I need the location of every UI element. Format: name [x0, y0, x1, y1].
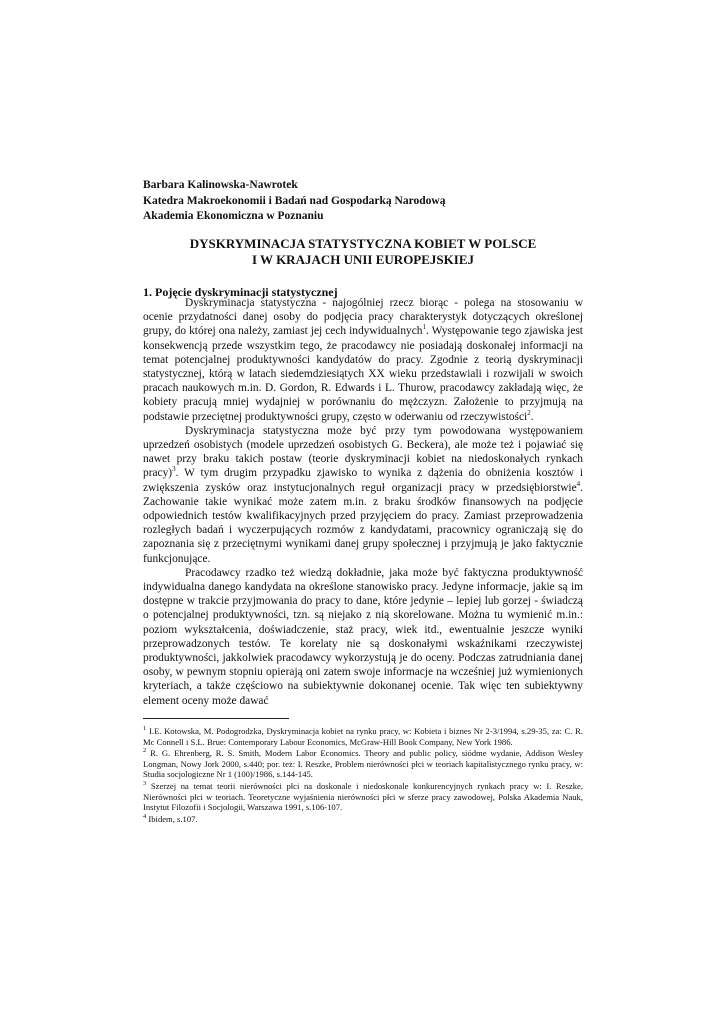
footnote-number-1: 1	[143, 725, 147, 733]
paragraph-2-text-c: . Zachowanie takie wynikać może zatem m.in. z braku środków finansowych na podjęcie odpowiednich testów kwalifikacyjnych przed przyjęciem do pracy. Zamiast przeprowadzenia rozległych badań i wyczerpujących rozmów z kandydatami, pracownicy ograniczają się do zapoznania się z przeciętnymi wynikami danej grupy społecznej i przyjmują je jako faktycznie funkcjonujące.	[143, 481, 583, 565]
footnote-text-2: R. G. Ehrenberg, R. S. Smith, Modern Labor Economics. Theory and public policy, siódme wydanie, Addison Wesley Longman, Nowy Jork 2000, s.440; por. też: I. Reszke, Problem nierówności płci w teoriach kapitalistycznego rynku pracy, w: Studia socjologiczne Nr 1 (100)/1986, s.144-145.	[143, 748, 583, 780]
footnote-1	[143, 726, 583, 747]
author-university: Akademia Ekonomiczna w Poznaniu	[143, 210, 324, 222]
body-text	[143, 296, 583, 708]
footnote-4	[143, 814, 583, 825]
footnote-text-3: Szerzej na temat teorii nierówności płci na doskonale i niedoskonale konkurencyjnych rynkach pracy w: I. Reszke, Nierówności płci w teoriach. Teoretyczne wyjaśnienia nierówności płci w sferze pracy zawodowej, Polska Akademia Nauk, Instytut Filozofii i Socjologii, Warszawa 1991, s.106-107.	[143, 780, 583, 813]
paper-title	[143, 236, 583, 268]
footnote-separator	[143, 718, 289, 719]
author-department: Katedra Makroekonomii i Badań nad Gospodarką Narodową	[143, 194, 446, 207]
paragraph-2-text-b: . W tym drugim przypadku zjawisko to wynika z dążenia do obniżenia kosztów i zwiększenia zysków oraz instytucjonalnych reguł organizacji pracy w przedsiębiorstwie	[143, 467, 583, 494]
paragraph-1-text-a: Dyskryminacja statystyczna - najogólniej rzecz biorąc - polega na stosowaniu w ocenie przydatności danej osoby do podjęcia pracy charakterystyk dotyczących określonej grupy, do której ona należy, zamiast jej cech indywidualnych	[143, 297, 583, 338]
footnotes	[143, 726, 583, 825]
paper-title-line-2: I W KRAJACH UNII EUROPEJSKIEJ	[251, 252, 474, 267]
paper-title-line-1: DYSKRYMINACJA STATYSTYCZNA KOBIET W POLSCE	[189, 236, 537, 251]
footnote-text-1: I.E. Kotowska, M. Podogrodzka, Dyskryminacja kobiet na rynku pracy, w: Kobieta i biznes Nr 2-3/1994, s.29-35, za: C. R. Mc Connell i S.L. Brue: Contemporary Labour Economics, McGraw-Hill Book Company, New York 1986.	[143, 726, 583, 747]
paragraph-3-text-a: Pracodawcy rzadko też wiedzą dokładnie, jaka może być faktyczna produktywność indywidualna danego kandydata na określone stanowisko pracy. Jedyne informacje, jakie są im dostępne w trakcie przyjmowania do pracy to dane, które jedynie – lepiej lub gorzej - świadczą o potencjalnej produktywności, tzn. są niejako z nią skorelowane. Można tu wymienić m.in.: poziom wykształcenia, doświadczenie, staż pracy, wiek itd., ewentualnie jeszcze wyniki przeprowadzonych testów. Te korelaty nie są doskonałymi wskaźnikami rzeczywistej produktywności, jakkolwiek pracodawcy wykorzystują je do oceny. Podczas zatrudniania danej osoby, w pewnym stopniu opierają oni zatem swoje informacje na wcześniej już wymienionych kryteriach, a także częściowo na subiektywnie dokonanej ocenie. Tak więc ten subiektywny element oceny może dawać	[143, 566, 583, 707]
section-heading: 1. Pojęcie dyskryminacji statystycznej	[143, 285, 338, 299]
footnote-ref-1[interactable]: 1	[422, 323, 426, 332]
footnote-number-4: 4	[143, 812, 147, 820]
footnote-number-2: 2	[143, 747, 147, 755]
footnote-ref-3[interactable]: 3	[172, 465, 176, 474]
paragraph-2-text-a: Dyskryminacja statystyczna może być przy tym powodowana występowaniem uprzedzeń osobistych (modele uprzedzeń osobistych G. Beckera), ale może też i pojawiać się nawet przy braku takich postaw (teorie dyskryminacji kobiet na niedoskonałych rynkach pracy)	[143, 424, 583, 480]
paragraph-1	[143, 296, 583, 424]
footnote-3	[143, 781, 583, 813]
author-name: Barbara Kalinowska-Nawrotek	[143, 179, 298, 191]
paragraph-3	[143, 566, 583, 708]
author-block	[143, 178, 603, 225]
footnote-number-3: 3	[143, 780, 147, 788]
footnote-ref-4[interactable]: 4	[576, 479, 581, 488]
paragraph-2	[143, 424, 583, 566]
paragraph-1-text-c: .	[530, 410, 534, 423]
footnote-2	[143, 748, 583, 780]
paragraph-1-text-b: . Występowanie tego zjawiska jest konsekwencją przede wszystkim tego, że pracodawcy nie posiadają doskonałej informacji na temat potencjalnej produktywności kandydatów do pracy. Zgodnie z teorią dyskryminacji statystycznej, którą w latach siedemdziesiątych XX wieku przedstawiali i rozwijali w swoich pracach naukowych m.in. D. Gordon, R. Edwards i L. Thurow, pracodawcy zakładają więc, że kobiety pracują mniej wydajniej w porównaniu do mężczyzn. Założenie to przyjmują na podstawie przeciętnej produktywności grupy, często w oderwaniu od rzeczywistości	[143, 325, 583, 423]
footnote-ref-2[interactable]: 2	[527, 408, 531, 417]
footnote-text-4: Ibidem, s.107.	[146, 813, 198, 824]
